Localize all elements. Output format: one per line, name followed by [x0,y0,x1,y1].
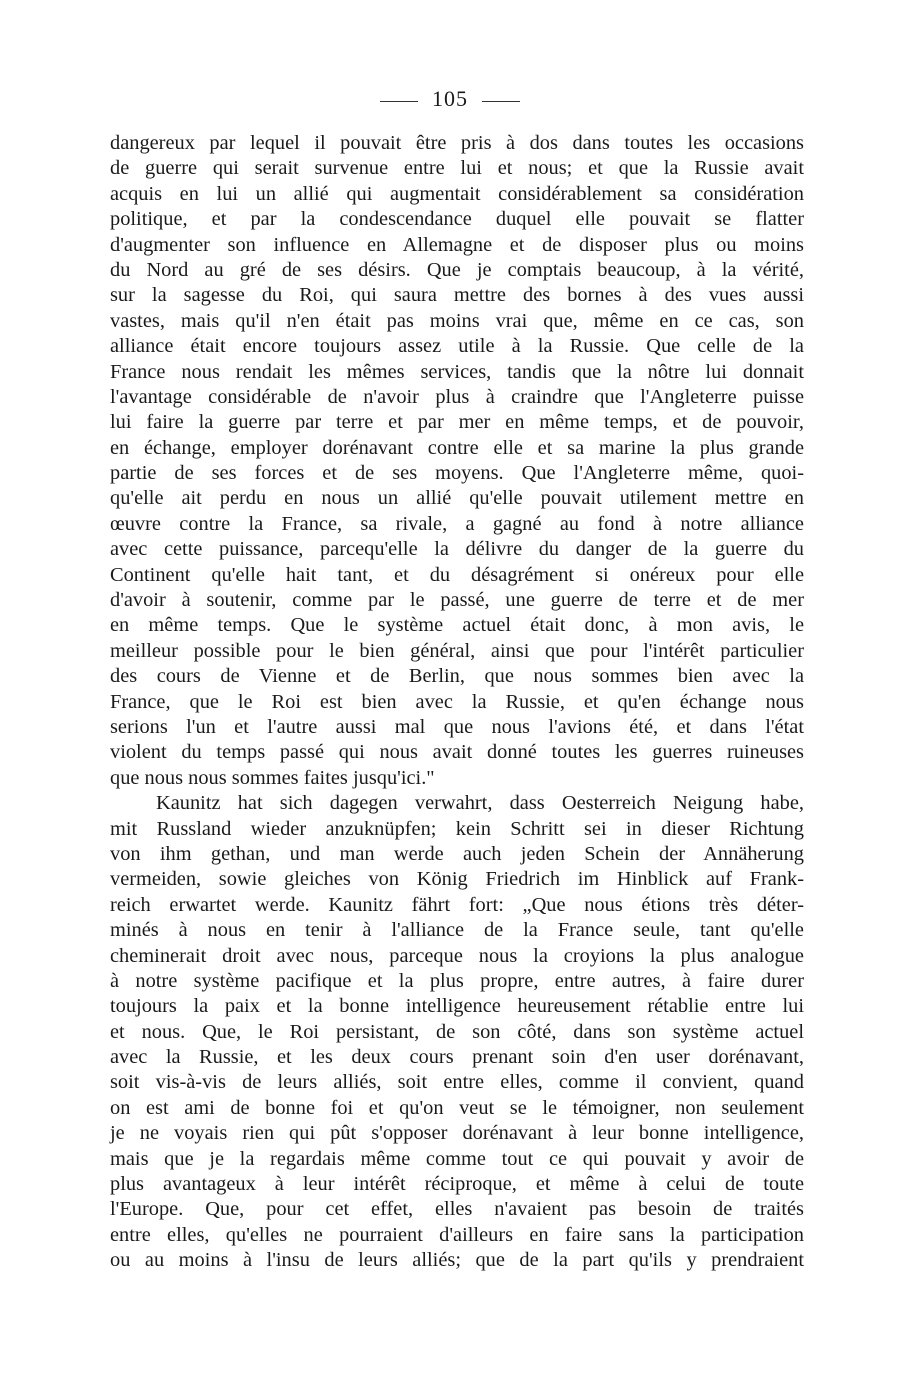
text-line: meilleur possible pour le bien général, ainsi que pour l'intérêt particulier [110,639,804,662]
page-number: 105 [432,86,468,111]
text-line: minés à nous en tenir à l'alliance de la France seule, tant qu'elle [110,919,804,942]
text-line: à notre système pacifique et la plus propre, entre autres, à faire durer [110,969,804,992]
text-line: on est ami de bonne foi et qu'on veut se le témoigner, non seulement [110,1096,804,1119]
text-line: en échange, employer dorénavant contre elle et sa marine la plus grande [110,436,804,459]
text-line: avec la Russie, et les deux cours prenant soin d'en user dorénavant, [110,1046,804,1069]
text-line: Continent qu'elle hait tant, et du désagrément si onéreux pour elle [110,563,804,586]
text-line: que nous nous sommes faites jusqu'ici." [110,766,435,789]
text-line: d'augmenter son influence en Allemagne et de disposer plus ou moins [110,233,804,256]
text-line: mais que je la regardais même comme tout ce qui pouvait y avoir de [110,1147,804,1170]
text-line: violent du temps passé qui nous avait donné toutes les guerres ruineuses [110,741,804,764]
text-line: mit Russland wieder anzuknüpfen; kein Schritt sei in dieser Richtung [110,817,804,840]
text-line: d'avoir à soutenir, comme par le passé, une guerre de terre et de mer [110,589,804,612]
header-rule-left [380,101,418,102]
text-line: von ihm gethan, und man werde auch jeden Schein der Annäherung [110,842,804,865]
text-line: dangereux par lequel il pouvait être pris à dos dans toutes les occasions [110,132,804,154]
header-rule-right [482,101,520,102]
text-line: qu'elle ait perdu en nous un allié qu'elle pouvait utilement mettre en [110,487,804,510]
text-line: ou au moins à l'insu de leurs alliés; que de la part qu'ils y prendraient [110,1249,804,1272]
text-line: lui faire la guerre par terre et par mer en même temps, et de pouvoir, [110,411,804,434]
text-line: France nous rendait les mêmes services, tandis que la nôtre lui donnait [110,360,804,383]
text-line: acquis en lui un allié qui augmentait considérablement sa considération [110,182,804,205]
text-line: sur la sagesse du Roi, qui saura mettre des bornes à des vues aussi [110,284,804,307]
text-line: et nous. Que, le Roi persistant, de son côté, dans son système actuel [110,1020,804,1043]
paragraph [110,791,804,1273]
paragraph [110,131,804,791]
text-line: du Nord au gré de ses désirs. Que je comptais beaucoup, à la vérité, [110,258,804,281]
text-line: serions l'un et l'autre aussi mal que nous l'avions été, et dans l'état [110,715,804,738]
text-line: entre elles, qu'elles ne pourraient d'ailleurs en faire sans la participation [110,1223,804,1246]
text-line: vastes, mais qu'il n'en était pas moins vrai que, même en ce cas, son [110,309,804,332]
text-line: œuvre contre la France, sa rivale, a gagné au fond à notre alliance [110,512,804,535]
body-text [110,131,804,1274]
text-line: France, que le Roi est bien avec la Russie, et qu'en échange nous [110,690,804,713]
text-line: de guerre qui serait survenue entre lui et nous; et que la Russie avait [110,157,804,180]
text-line: cheminerait droit avec nous, parceque nous la croyions la plus analogue [110,944,804,967]
text-line: des cours de Vienne et de Berlin, que nous sommes bien avec la [110,665,804,688]
text-line: avec cette puissance, parcequ'elle la délivre du danger de la guerre du [110,538,804,561]
text-line: je ne voyais rien qui pût s'opposer dorénavant à leur bonne intelligence, [110,1122,804,1145]
text-line: Kaunitz hat sich dagegen verwahrt, dass Oesterreich Neigung habe, [156,792,804,815]
text-line: l'Europe. Que, pour cet effet, elles n'avaient pas besoin de traités [110,1198,804,1221]
text-line: toujours la paix et la bonne intelligence heureusement rétablie entre lui [110,995,804,1018]
text-line: en même temps. Que le système actuel était donc, à mon avis, le [110,614,804,637]
text-line: alliance était encore toujours assez utile à la Russie. Que celle de la [110,335,804,358]
text-line: l'avantage considérable de n'avoir plus à craindre que l'Angleterre puisse [110,385,804,408]
text-line: vermeiden, sowie gleiches von König Friedrich im Hinblick auf Frank- [110,868,804,891]
text-line: reich erwartet werde. Kaunitz fährt fort: „Que nous étions très déter- [110,893,804,916]
text-line: soit vis-à-vis de leurs alliés, soit entre elles, comme il convient, quand [110,1071,804,1094]
page-header [0,86,900,112]
text-line: politique, et par la condescendance duquel elle pouvait se flatter [110,208,804,231]
text-line: plus avantageux à leur intérêt réciproque, et même à celui de toute [110,1173,804,1196]
text-line: partie de ses forces et de ses moyens. Que l'Angleterre même, quoi- [110,462,804,485]
